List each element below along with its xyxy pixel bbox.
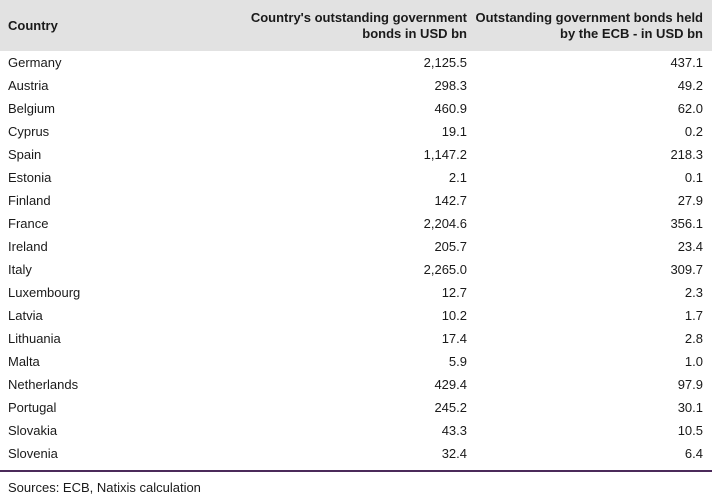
outstanding-bonds-cell: 460.9 — [434, 101, 467, 116]
table-row — [0, 235, 712, 258]
country-cell: Spain — [8, 147, 42, 162]
ecb-held-cell: 356.1 — [670, 216, 703, 231]
country-cell: Latvia — [8, 308, 43, 323]
table-header — [0, 0, 712, 51]
outstanding-bonds-cell: 245.2 — [434, 400, 467, 415]
country-cell: Estonia — [8, 170, 52, 185]
country-cell: Austria — [8, 78, 49, 93]
ecb-held-cell: 2.8 — [684, 331, 703, 346]
country-cell: Germany — [8, 55, 62, 70]
outstanding-bonds-cell: 19.1 — [441, 124, 467, 139]
ecb-held-cell: 0.2 — [684, 124, 703, 139]
source-text: Sources: ECB, Natixis calculation — [8, 480, 201, 495]
ecb-held-cell: 27.9 — [677, 193, 703, 208]
outstanding-bonds-cell: 12.7 — [441, 285, 467, 300]
table-row — [0, 51, 712, 74]
ecb-held-cell: 10.5 — [677, 423, 703, 438]
ecb-held-cell: 1.0 — [684, 354, 703, 369]
outstanding-bonds-cell: 2,204.6 — [423, 216, 467, 231]
ecb-held-cell: 49.2 — [677, 78, 703, 93]
header-outstanding-bonds: Country's outstanding government bonds in USD bn — [240, 0, 467, 51]
ecb-held-cell: 2.3 — [684, 285, 703, 300]
country-cell: Slovenia — [8, 446, 58, 461]
outstanding-bonds-cell: 2,125.5 — [423, 55, 467, 70]
table-row — [0, 189, 712, 212]
ecb-held-cell: 23.4 — [677, 239, 703, 254]
table-row — [0, 327, 712, 350]
outstanding-bonds-cell: 5.9 — [448, 354, 467, 369]
outstanding-bonds-cell: 2.1 — [448, 170, 467, 185]
table-row — [0, 258, 712, 281]
country-cell: Belgium — [8, 101, 55, 116]
ecb-held-cell: 62.0 — [677, 101, 703, 116]
table-row — [0, 281, 712, 304]
ecb-held-cell: 437.1 — [670, 55, 703, 70]
table-row — [0, 350, 712, 373]
outstanding-bonds-cell: 205.7 — [434, 239, 467, 254]
outstanding-bonds-cell: 10.2 — [441, 308, 467, 323]
table-row — [0, 74, 712, 97]
header-ecb-held-bonds: Outstanding government bonds held by the ECB - in USD bn — [467, 0, 712, 51]
outstanding-bonds-cell: 142.7 — [434, 193, 467, 208]
country-cell: France — [8, 216, 49, 231]
outstanding-bonds-cell: 43.3 — [441, 423, 467, 438]
table-row — [0, 212, 712, 235]
country-cell: Malta — [8, 354, 40, 369]
country-cell: Lithuania — [8, 331, 61, 346]
ecb-held-cell: 6.4 — [684, 446, 703, 461]
country-cell: Cyprus — [8, 124, 50, 139]
source-note — [0, 470, 712, 496]
table-body — [0, 51, 712, 465]
table-row — [0, 373, 712, 396]
country-cell: Luxembourg — [8, 285, 81, 300]
country-cell: Slovakia — [8, 423, 58, 438]
outstanding-bonds-cell: 1,147.2 — [423, 147, 467, 162]
ecb-held-cell: 218.3 — [670, 147, 703, 162]
ecb-held-cell: 309.7 — [670, 262, 703, 277]
table-row — [0, 97, 712, 120]
table-row — [0, 120, 712, 143]
table-row — [0, 304, 712, 327]
ecb-held-cell: 97.9 — [677, 377, 703, 392]
table-row — [0, 143, 712, 166]
table-row — [0, 396, 712, 419]
outstanding-bonds-cell: 32.4 — [441, 446, 467, 461]
outstanding-bonds-cell: 17.4 — [441, 331, 467, 346]
header-row — [0, 0, 712, 51]
header-country: Country — [0, 0, 240, 51]
country-cell: Italy — [8, 262, 32, 277]
table-row — [0, 419, 712, 442]
outstanding-bonds-cell: 2,265.0 — [423, 262, 467, 277]
ecb-held-cell: 0.1 — [684, 170, 703, 185]
table-row — [0, 442, 712, 465]
country-cell: Ireland — [8, 239, 48, 254]
country-cell: Portugal — [8, 400, 57, 415]
ecb-held-cell: 1.7 — [684, 308, 703, 323]
outstanding-bonds-cell: 298.3 — [434, 78, 467, 93]
country-cell: Netherlands — [8, 377, 79, 392]
ecb-held-cell: 30.1 — [677, 400, 703, 415]
outstanding-bonds-cell: 429.4 — [434, 377, 467, 392]
country-cell: Finland — [8, 193, 51, 208]
table-row — [0, 166, 712, 189]
